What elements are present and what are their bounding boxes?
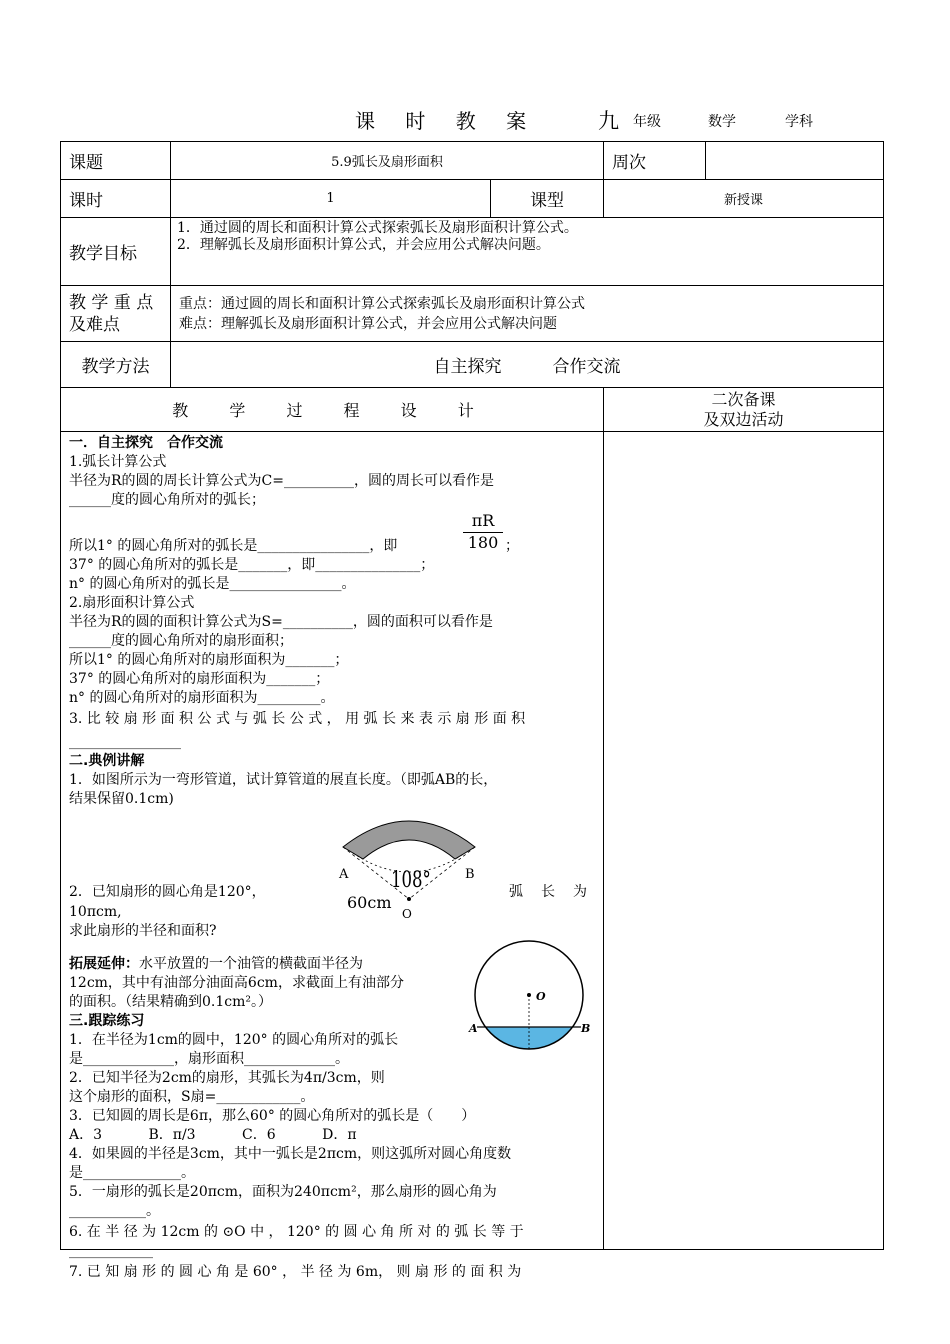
key-label: 教 学 重 点 及难点	[61, 286, 171, 342]
side-heading-line: 及双边活动	[703, 409, 784, 429]
section-heading: 三.跟踪练习	[69, 1013, 145, 1029]
content-line: ______度的圆心角所对的扇形面积；	[69, 633, 293, 649]
fig1-radius: 60cm	[347, 893, 392, 912]
content-line: 是_____________，扇形面积_____________。	[69, 1051, 349, 1067]
content-line: 结果保留0.1cm)	[69, 791, 174, 807]
type-value: 新授课	[604, 180, 884, 218]
fig2-point-b: B	[581, 1022, 591, 1035]
key-row	[61, 286, 884, 342]
section-heading: 一．自主探究 合作交流	[69, 435, 223, 451]
grade-number: 九	[598, 109, 619, 133]
goal-text	[171, 218, 884, 286]
content-line: 4．如果圆的半径是3cm，其中一弧长是2πcm，则这弧所对圆心角度数	[69, 1146, 512, 1162]
topic-value: 5.9弧长及扇形面积	[171, 142, 604, 180]
goal-item: 2．理解弧长及扇形面积计算公式，并会应用公式解决问题。	[177, 237, 550, 253]
goal-item: 1．通过圆的周长和面积计算公式探索弧长及扇形面积计算公式。	[177, 220, 578, 236]
fig1-center-o: O	[402, 907, 412, 921]
process-header-row	[61, 388, 884, 432]
content-line: 半径为R的圆的面积计算公式为S=__________，圆的面积可以看作是	[69, 614, 493, 630]
goal-label: 教学目标	[61, 218, 171, 286]
content-line: 半径为R的圆的周长计算公式为C=__________，圆的周长可以看作是	[69, 473, 494, 489]
fraction-numerator: πR	[463, 510, 503, 533]
process-heading: 教 学 过 程 设 计	[61, 388, 604, 432]
type-label: 课型	[491, 180, 604, 218]
topic-row	[61, 142, 884, 180]
content-line: 6. 在 半 径 为 12cm 的 ⊙O 中 ， 120° 的 圆 心 角 所 对 的 弧 长 等 于	[69, 1224, 524, 1240]
oil-region	[467, 1027, 592, 1067]
content-line: ___________。	[69, 1203, 160, 1219]
content-line: 5．一扇形的弧长是20πcm，面积为240πcm²，那么扇形的圆心角为	[69, 1184, 497, 1200]
fig1-angle: 108°	[391, 868, 431, 893]
fig2-center-o: O	[536, 990, 546, 1003]
week-value	[706, 142, 884, 180]
pipe-band	[343, 821, 475, 859]
lesson-plan-header	[0, 103, 950, 133]
content-line: ；	[505, 538, 519, 554]
content-line: 7. 已 知 扇 形 的 圆 心 角 是 60° ， 半 径 为 6m， 则 扇 形 的 面 积 为	[69, 1264, 522, 1280]
content-line: 10πcm,	[69, 904, 122, 920]
content-line: n° 的圆心角所对的弧长是________________。	[69, 576, 356, 592]
grade-label: 年级	[633, 114, 661, 130]
fig2-point-a: A	[469, 1022, 478, 1035]
content-line: 1.弧长计算公式	[69, 454, 167, 470]
content-line: 是______________。	[69, 1165, 195, 1181]
side-heading	[604, 388, 884, 432]
subject-label: 学科	[785, 114, 813, 130]
method-label: 教学方法	[61, 342, 171, 388]
side-heading-line: 二次备课	[711, 389, 776, 409]
oil-pipe-figure	[467, 929, 592, 1079]
extension-text: 水平放置的一个油管的横截面半径为	[139, 956, 363, 972]
method-value: 自主探究 合作交流	[171, 342, 884, 388]
key-point: 重点：通过圆的周长和面积计算公式探索弧长及扇形面积计算公式	[179, 295, 585, 312]
content-line: 2.扇形面积计算公式	[69, 595, 195, 611]
process-row	[61, 432, 884, 1250]
fig1-point-b: B	[465, 867, 475, 882]
week-label: 周次	[604, 142, 706, 180]
content-line: 1．在半径为1cm的圆中，120° 的圆心角所对的弧长	[69, 1032, 399, 1048]
center-point	[407, 897, 411, 901]
difficulty-point: 难点：理解弧长及扇形面积计算公式，并会应用公式解决问题	[179, 315, 557, 332]
content-line: 37° 的圆心角所对的弧长是_______，即_______________；	[69, 557, 435, 573]
content-line: ____________	[69, 1243, 153, 1259]
period-label: 课时	[61, 180, 171, 218]
content-line: n° 的圆心角所对的扇形面积为_________。	[69, 690, 335, 706]
fig1-point-a: A	[339, 867, 349, 882]
key-text	[171, 286, 884, 342]
goal-row	[61, 218, 884, 286]
content-line: 所以1° 的圆心角所对的扇形面积为_______；	[69, 652, 349, 668]
period-row	[61, 180, 884, 218]
topic-label: 课题	[61, 142, 171, 180]
section-heading: 二.典例讲解	[69, 753, 145, 769]
content-line: 求此扇形的半径和面积?	[69, 923, 217, 939]
subject-name: 数学	[708, 114, 736, 130]
content-line: ______度的圆心角所对的弧长；	[69, 492, 265, 508]
fraction-denominator: 180	[467, 533, 499, 552]
content-line: 2．已知扇形的圆心角是120°，	[69, 884, 266, 900]
period-value: 1	[171, 180, 491, 218]
content-line: 1．如图所示为一弯形管道，试计算管道的展直长度。（即弧AB的长，	[69, 772, 498, 788]
content-line: 3．已知圆的周长是6π，那么60° 的圆心角所对的弧长是（ ）	[69, 1108, 476, 1124]
content-line: 2．已知半径为2cm的扇形，其弧长为4π/3cm，则	[69, 1070, 385, 1086]
extension-label: 拓展延伸：	[69, 956, 139, 972]
process-content	[61, 432, 604, 1280]
content-line: 的面积。（结果精确到0.1cm²。）	[69, 994, 272, 1010]
content-line: 12cm，其中有油部分油面高6cm，求截面上有油部分	[69, 975, 404, 991]
notes-column	[604, 432, 884, 1250]
content-line: 所以1° 的圆心角所对的弧长是________________，即	[69, 538, 398, 554]
center-point	[527, 993, 531, 997]
content-line: ________________	[69, 734, 181, 750]
lesson-plan-table	[60, 141, 884, 1280]
plan-title: 课 时 教 案	[355, 109, 539, 133]
method-row	[61, 342, 884, 388]
content-line: 弧 长 为	[509, 884, 589, 900]
content-line-with-fraction	[69, 510, 595, 556]
content-line: 3. 比 较 扇 形 面 积 公 式 与 弧 长 公 式 ， 用 弧 长 来 表 示 扇 形 面 积	[69, 711, 526, 727]
content-line: A．3 B．π/3 C．6 D．π	[69, 1127, 357, 1143]
content-line: 37° 的圆心角所对的扇形面积为_______；	[69, 671, 330, 687]
content-line: 这个扇形的面积，S扇=____________。	[69, 1089, 315, 1105]
